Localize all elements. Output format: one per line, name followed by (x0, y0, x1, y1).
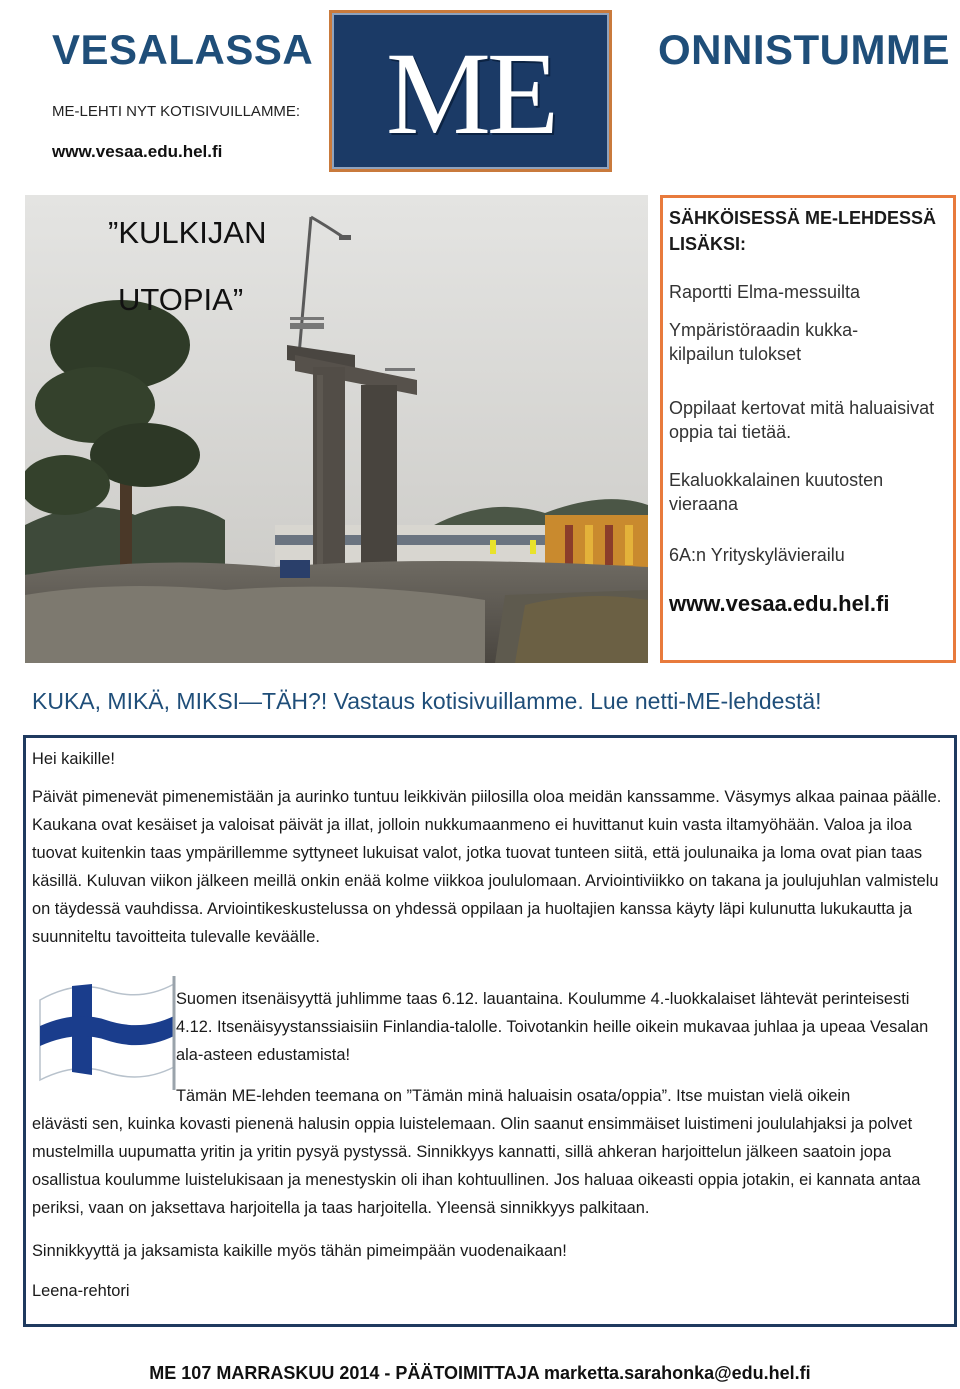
sidebar-title: SÄHKÖISESSÄ ME-LEHDESSÄ LISÄKSI: (669, 208, 937, 254)
header-subline: ME-LEHTI NYT KOTISIVUILLAMME: (52, 103, 301, 120)
photo-caption-line1: ”KULKIJAN (108, 215, 267, 250)
sidebar-item-kukkakilpailu: Ympäristöraadin kukka-kilpailun tulokset (669, 320, 859, 364)
letter-paragraph-2: Suomen itsenäisyyttä juhlimme taas 6.12. lauantaina. Koulumme 4.-luokkalaiset lähtevät perinteisesti 4.12. Itsenäisyystanssiaisiin Finlandia-talolle. Toivotankin heille oikein mukavaa juhlaa ja upeaa Vesalan ala-asteen edustamista! (176, 990, 929, 1064)
sidebar-site-link[interactable]: www.vesaa.edu.hel.fi (669, 591, 890, 616)
me-logo (329, 10, 612, 172)
sidebar-item-yrityskyla: 6A:n Yrityskylävierailu (669, 545, 845, 565)
header-right-title: ONNISTUMME (658, 26, 950, 73)
photo-caption-line2: UTOPIA” (118, 282, 244, 317)
finland-flag-icon (36, 972, 178, 1090)
letter-paragraph-1: Päivät pimenevät pimenemistään ja aurinko tuntuu leikkivän piilosilla oloa meidän kanssamme. Väsymys alkaa painaa päälle. Kaukana ovat kesäiset ja valoisat päivät ja illat, jolloin nukkumaanmeno ei huvittanut kuin vasta iltamyöhään. Valoa ja iloa tuovat kuitenkin taas ympärillemme syttyneet lukuisat valot, jotka tuovat tunteen siitä, että joulunaika ja loma ovat pian taas käsillä. Kuluvan viikon jälkeen meillä onkin enää kolme viikkoa joululomaan. Arviointiviikko on takana ja joulujuhlan valmistelu on täydessä vauhdissa. Arviointikeskustelussa on yhdessä oppilaan ja huoltajien kanssa käyty läpi kulunutta lukukautta ja suunniteltu tavoitteita tulevalle keväälle. (32, 788, 942, 946)
logo-text: ME (386, 28, 555, 159)
header-left-title: VESALASSA (52, 26, 314, 73)
sidebar-item-elma: Raportti Elma-messuilta (669, 282, 861, 302)
footer-line: ME 107 MARRASKUU 2014 - PÄÄTOIMITTAJA marketta.sarahonka@edu.hel.fi (149, 1363, 811, 1383)
sidebar-item-ekaluokkalainen: Ekaluokkalainen kuutosten vieraana (669, 470, 884, 514)
header-site-link[interactable]: www.vesaa.edu.hel.fi (52, 142, 223, 161)
letter-paragraph-3-first: Tämän ME-lehden teemana on ”Tämän minä haluaisin osata/oppia”. Itse muistan vielä oikein (176, 1087, 851, 1105)
sidebar-item-oppilaat: Oppilaat kertovat mitä haluaisivat oppia tai tietää. (669, 398, 935, 442)
letter-paragraph-4: Sinnikkyyttä ja jaksamista kaikille myös tähän pimeimpään vuodenaikaan! (32, 1242, 567, 1260)
letter-greeting: Hei kaikille! (32, 750, 115, 768)
kuka-headline: KUKA, MIKÄ, MIKSI—TÄH?! Vastaus kotisivuillamme. Lue netti-ME-lehdestä! (32, 688, 822, 714)
sculpture-photo (25, 195, 648, 663)
letter-signature: Leena-rehtori (32, 1282, 130, 1300)
sculpture-illustration (25, 195, 648, 663)
letter-paragraph-3-rest: elävästi sen, kuinka kovasti pienenä halusin oppia luistelemaan. Olin saanut ensimmäiset luistimeni joululahjaksi ja polvet mustelmilla uupumatta yritin ja yritin pysyä pystyssä. Sinnikkyys kannatti, sillä ahkeran harjoittelun jälkeen saatoin jopa osallistua koulumme luistelukisaan ja menestyskin oli ihan kohtuullinen. Jos haluaa oikeasti oppia jotakin, ei kannata antaa periksi, vaan on jaksettava harjoitella ja taas harjoitella. Yleensä sinnikkyys palkitaan. (32, 1115, 921, 1217)
